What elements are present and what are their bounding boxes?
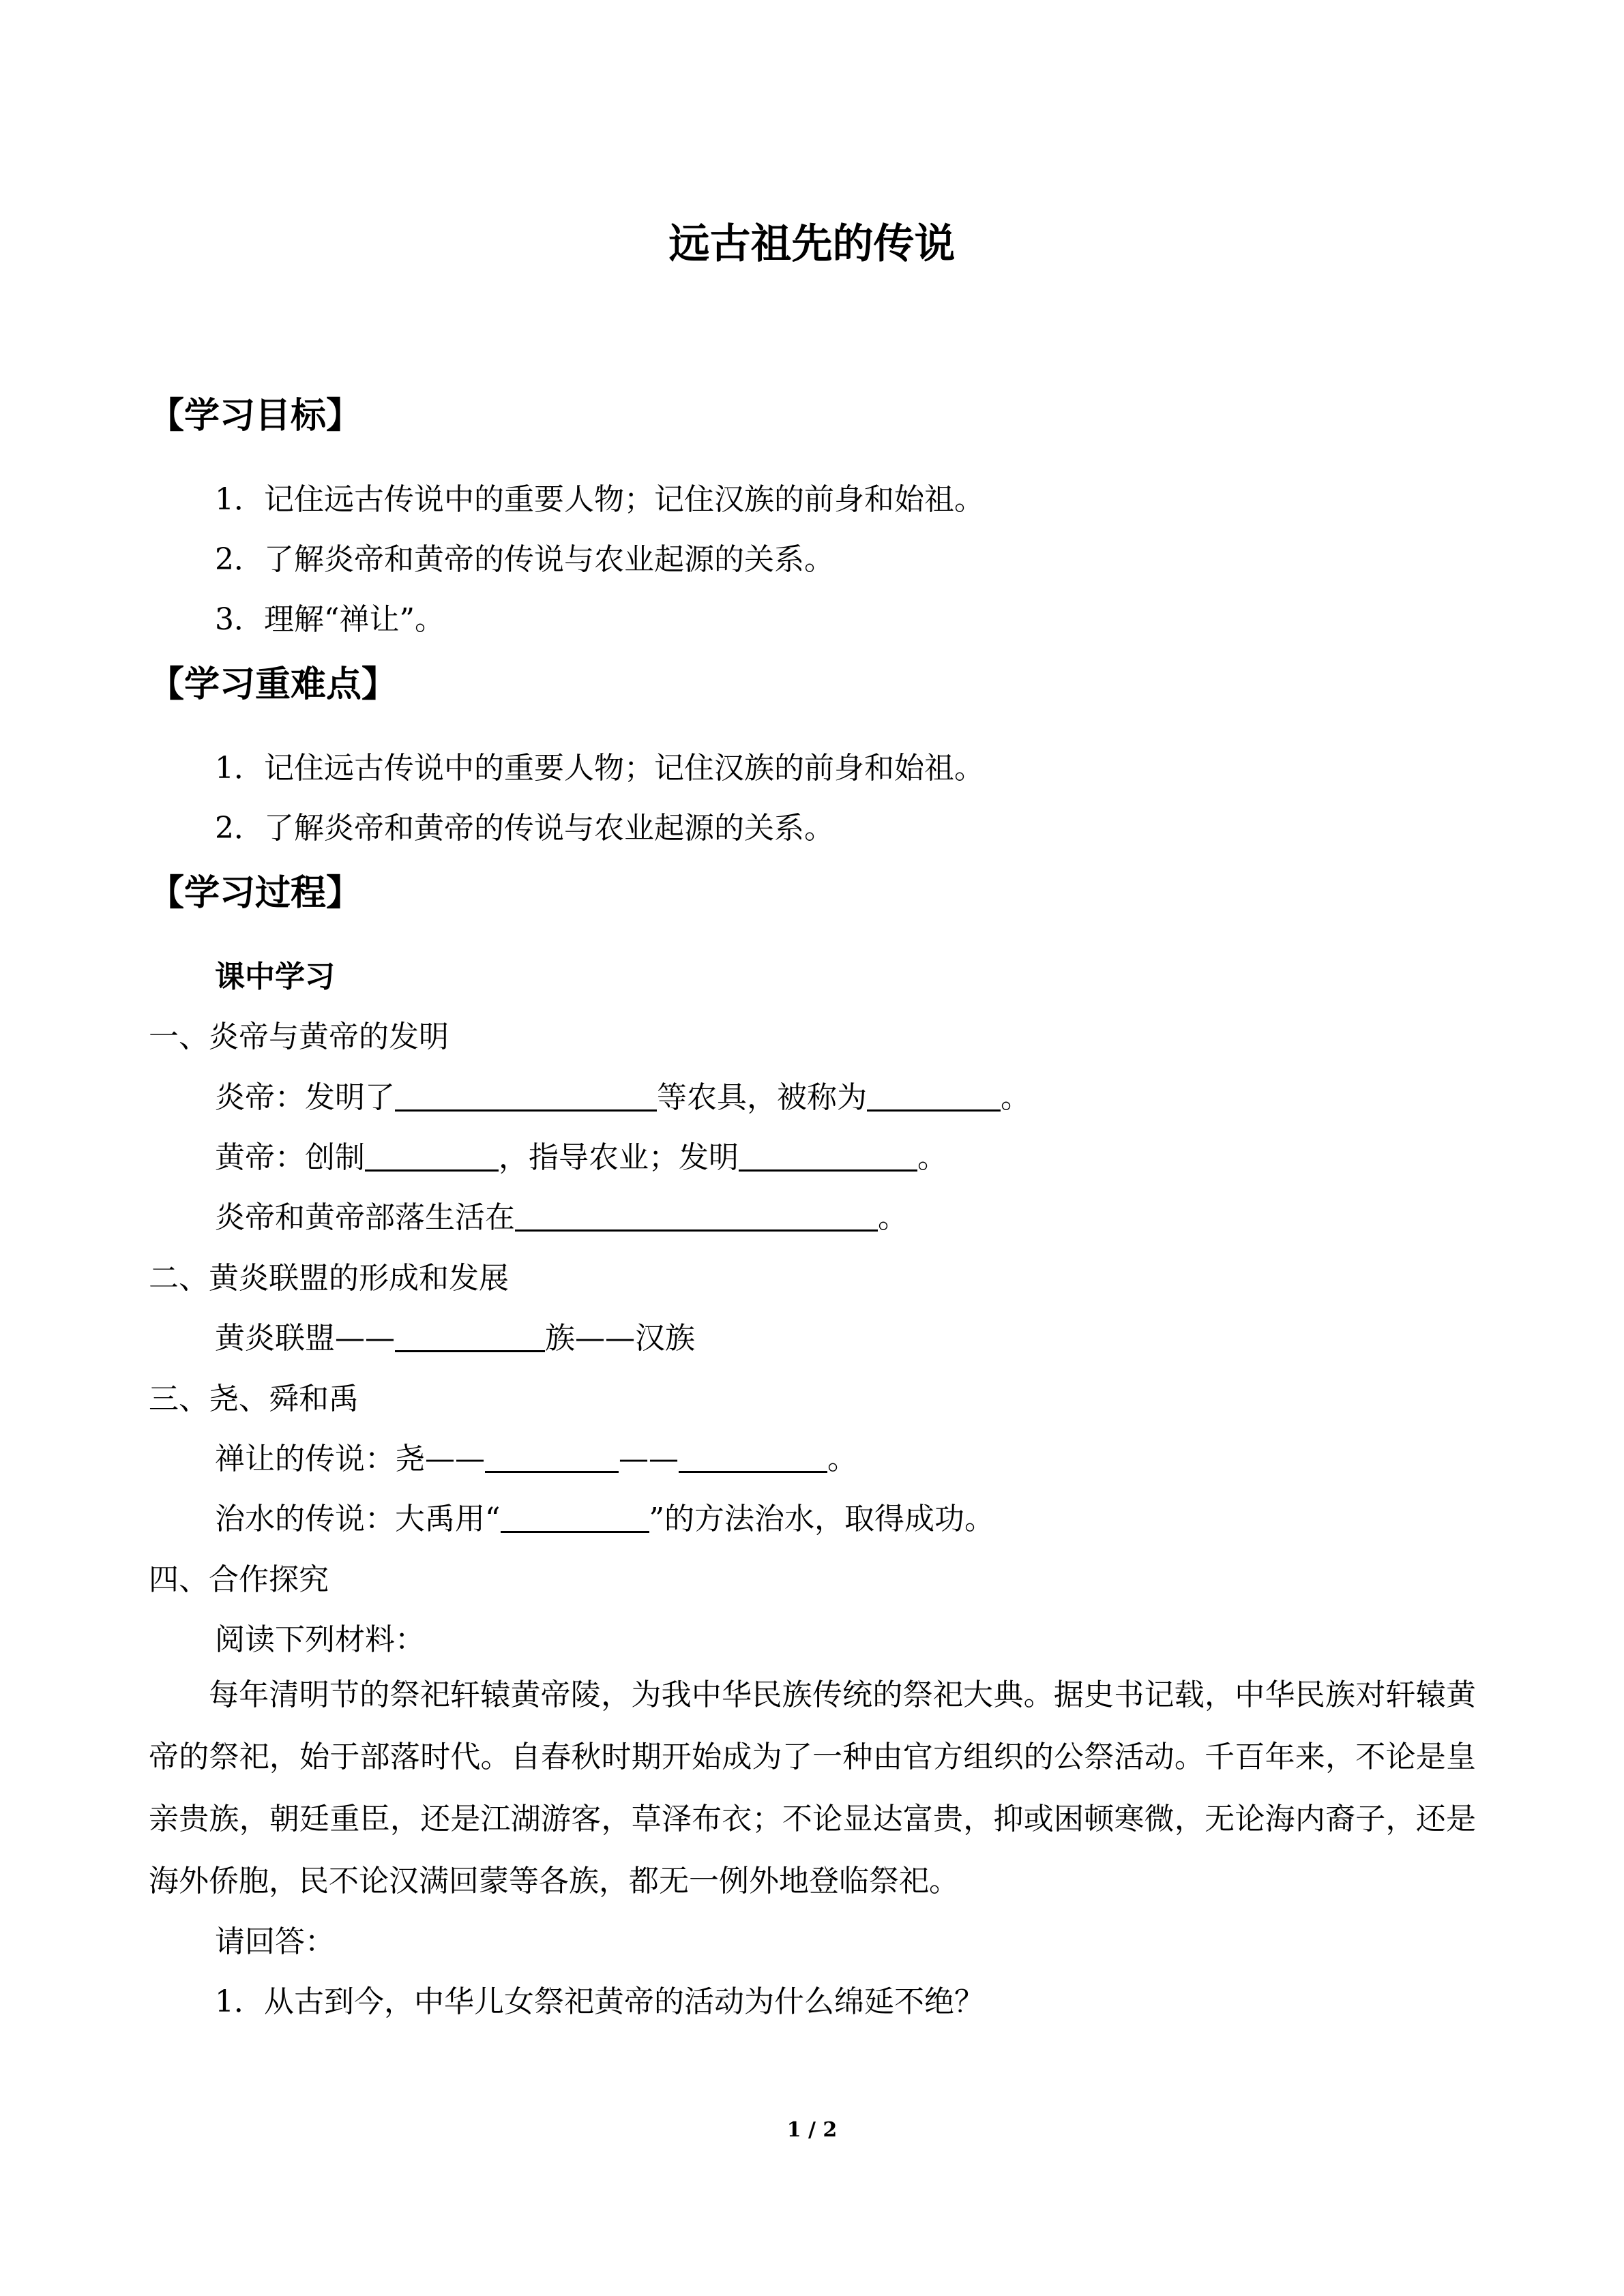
part2-text-a: 黄炎联盟—— [215,1321,395,1356]
fill-blank[interactable] [679,1441,827,1473]
fill-blank[interactable] [867,1079,1001,1112]
goal-item-2: 2．了解炎帝和黄帝的传说与农业起源的关系。 [215,542,834,577]
reading-passage: 每年清明节的祭祀轩辕黄帝陵，为我中华民族传统的祭祀大典。据史书记载，中华民族对轩辕黄帝的祭祀，始于部落时代。自春秋时期开始成为了一种由官方组织的公祭活动。千百年来，不论是皇亲贵族，朝廷重臣，还是江湖游客，草泽布衣；不论显达富贵，抑或困顿寒微，无论海内裔子，还是海外侨胞，民不论汉满回蒙等各族，都无一例外地登临祭祀。 [149,1678,1476,1898]
part3-line1-text-b: —— [619,1442,679,1476]
page-title: 远古祖先的传说 [668,220,956,268]
part1-line-huangdi [215,1137,947,1178]
part1-line2-text-b: ，指导农业；发明 [499,1140,739,1175]
part1-line-yandi [215,1077,1031,1118]
section-heading-goals: 【学习目标】 [149,395,362,436]
fill-blank[interactable] [739,1139,917,1172]
part2-text-b: 族——汉族 [545,1321,695,1356]
fill-blank[interactable] [365,1139,499,1172]
section-heading-key-points: 【学习重难点】 [149,664,398,705]
part1-line2-text-c: 。 [917,1140,947,1175]
part1-line2-text-a: 黄帝：创制 [215,1140,365,1175]
answer-prompt: 请回答： [215,1924,335,1959]
process-subheading: 课中学习 [215,959,335,994]
fill-blank[interactable] [501,1501,649,1533]
part4-title: 四、合作探究 [149,1562,329,1597]
part3-line-flood-control [215,1499,994,1540]
key-point-item-2: 2．了解炎帝和黄帝的传说与农业起源的关系。 [215,811,834,846]
question-1: 1．从古到今，中华儿女祭祀黄帝的活动为什么绵延不绝？ [215,1984,984,2019]
part1-title: 一、炎帝与黄帝的发明 [149,1019,449,1054]
fill-blank[interactable] [395,1320,545,1352]
part3-title: 三、尧、舜和禹 [149,1382,359,1416]
part1-line1-text-b: 等农具，被称为 [657,1080,867,1115]
part3-line2-text-a: 治水的传说：大禹用“ [215,1502,501,1536]
page-number: 1 / 2 [786,2118,838,2142]
part3-line1-text-c: 。 [827,1442,857,1476]
part3-line1-text-a: 禅让的传说：尧—— [215,1442,485,1476]
part3-line2-text-b: ”的方法治水，取得成功。 [649,1502,994,1536]
goal-item-3: 3．理解“禅让”。 [215,602,445,637]
key-point-item-1: 1．记住远古传说中的重要人物；记住汉族的前身和始祖。 [215,751,984,786]
part1-line1-text-a: 炎帝：发明了 [215,1080,395,1115]
part3-line-abdication [215,1439,857,1480]
fill-blank[interactable] [515,1199,878,1232]
part2-line-alliance [215,1318,695,1359]
part1-line3-text-a: 炎帝和黄帝部落生活在 [215,1200,515,1235]
fill-blank[interactable] [485,1441,619,1473]
part1-line-region [215,1197,908,1238]
section-heading-process: 【学习过程】 [149,872,362,914]
part4-intro: 阅读下列材料： [215,1622,425,1657]
part1-line3-text-b: 。 [878,1200,908,1235]
part2-title: 二、黄炎联盟的形成和发展 [149,1261,509,1296]
goal-item-1: 1．记住远古传说中的重要人物；记住汉族的前身和始祖。 [215,482,984,517]
fill-blank[interactable] [395,1079,657,1112]
part1-line1-text-c: 。 [1001,1080,1031,1115]
